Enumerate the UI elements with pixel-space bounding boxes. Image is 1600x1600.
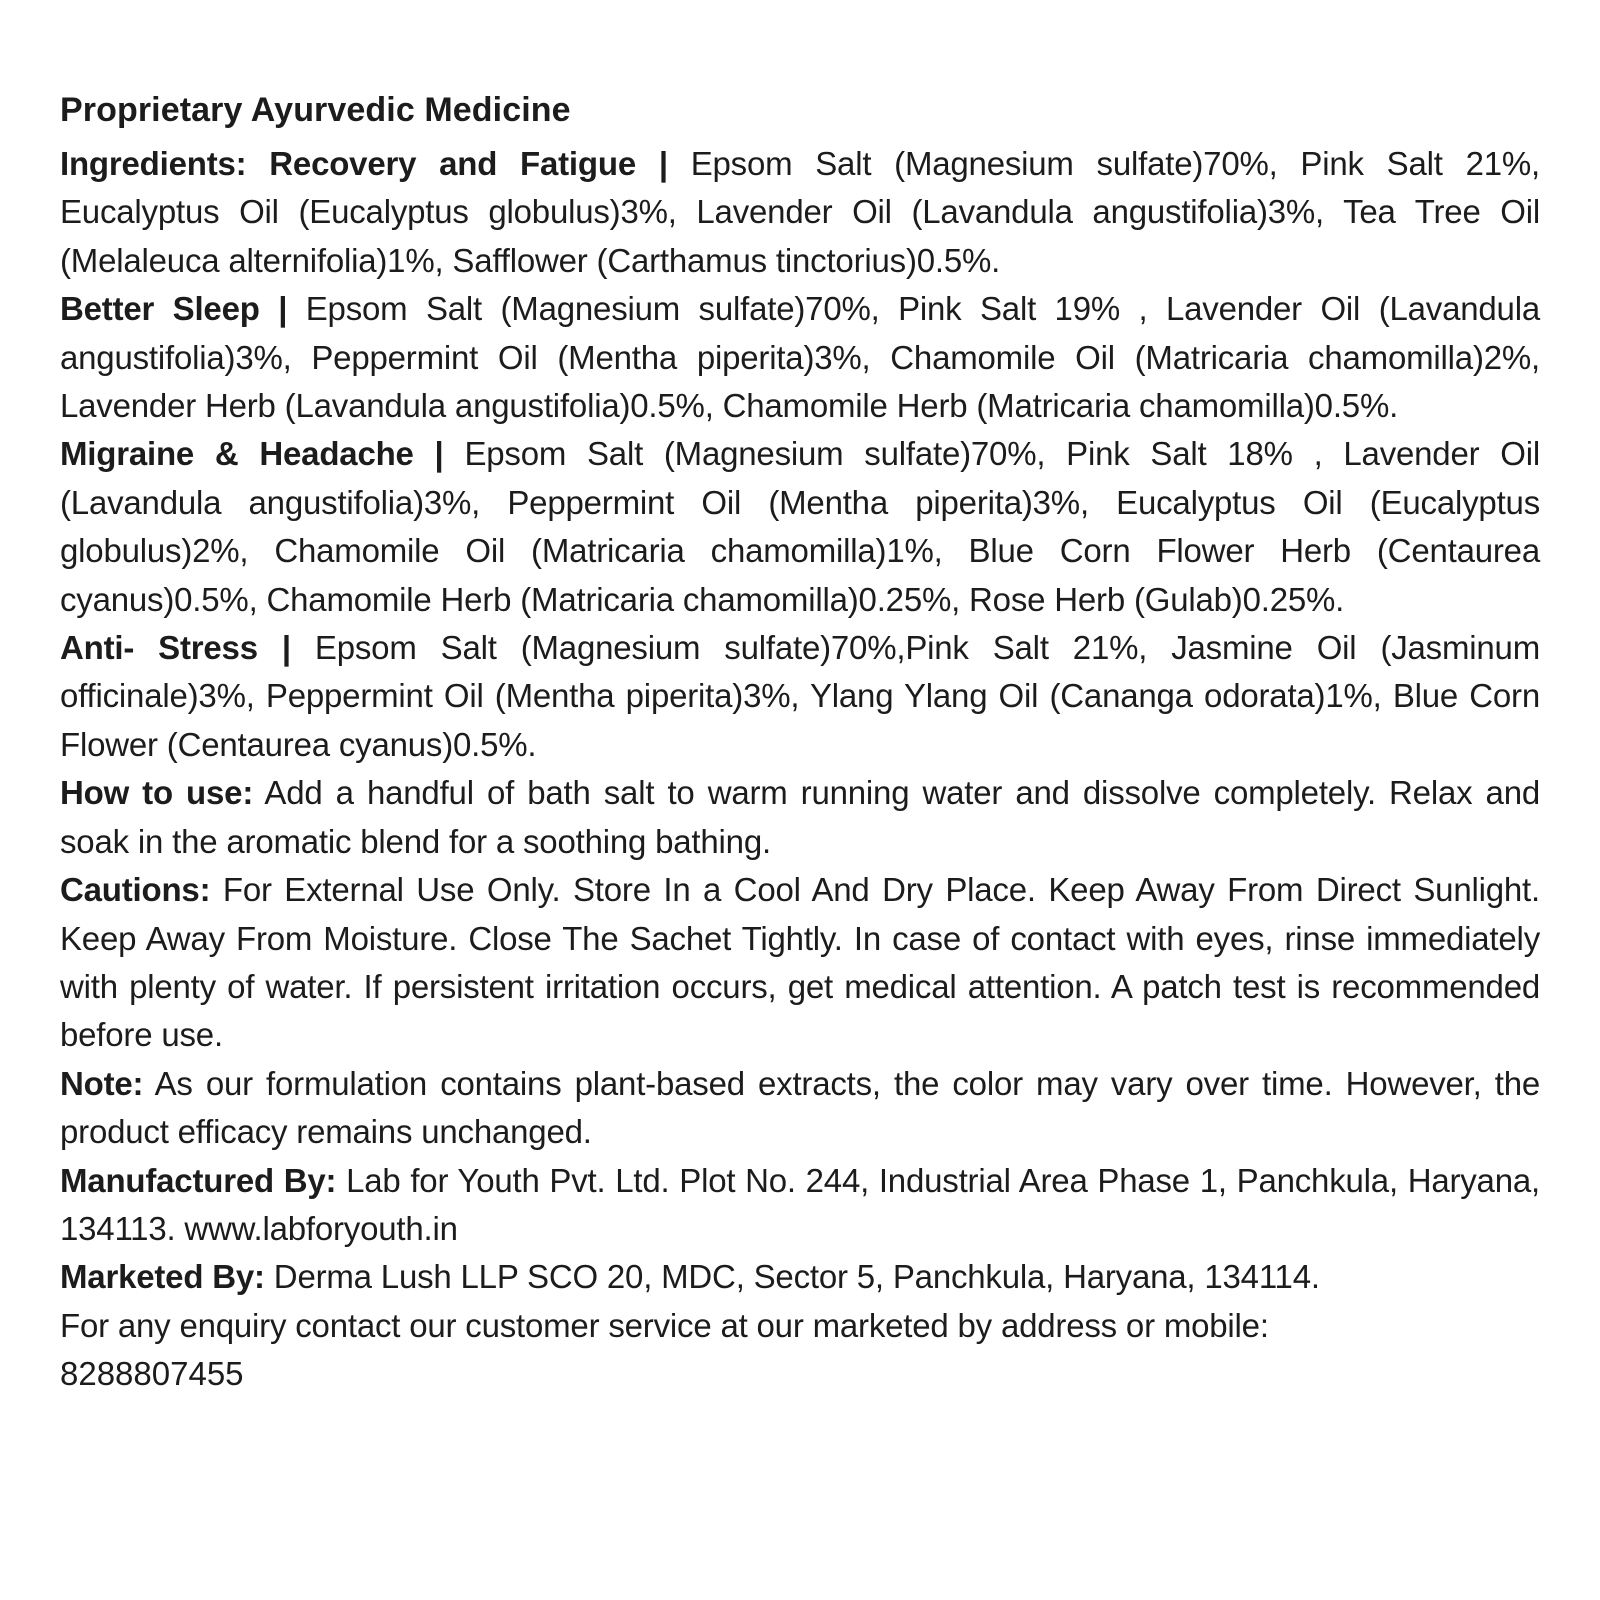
section-text: Epsom Salt (Magnesium sulfate)70%, Pink Salt 19% , Lavender Oil (Lavandula angustifolia)3%, Peppermint Oil (Mentha piperita)3%, Chamomile Oil (Matricaria chamomilla)2%, Lavender Herb (Lavandula angustifolia)0.5%, Chamomile Herb (Matricaria chamomilla)0.5%. [60, 290, 1540, 425]
section-separator: | [635, 145, 691, 182]
section-heading: Ingredients: Recovery and Fatigue [60, 145, 636, 182]
section-heading: Better Sleep [60, 290, 260, 328]
section-separator: | [259, 290, 306, 328]
section-heading: How to use: [60, 774, 254, 812]
section-separator: | [413, 435, 465, 473]
section-heading: Manufactured By: [60, 1161, 337, 1199]
section-heading: Cautions: [60, 871, 211, 909]
section-text: Epsom Salt (Magnesium sulfate)70%,Pink Salt 21%, Jasmine Oil (Jasminum officinale)3%, Peppermint Oil (Mentha piperita)3%, Ylang Ylang Oil (Cananga odorata)1%, Blue Corn Flower (Centaurea cyanus)0.5%. [60, 629, 1541, 763]
product-label-text [60, 86, 1540, 1399]
section-text: As our formulation contains plant-based extracts, the color may vary over time. However, the product efficacy remains unchanged. [60, 1064, 1540, 1151]
ingredients-better-sleep [60, 285, 1540, 430]
how-to-use [60, 769, 1540, 866]
enquiry-contact [60, 1302, 1540, 1350]
section-text: Epsom Salt (Magnesium sulfate)70%, Pink Salt 21%, Eucalyptus Oil (Eucalyptus globulus)3%, Lavender Oil (Lavandula angustifolia)3%, Tea Tree Oil (Melaleuca alternifolia)1%, Safflower (Carthamus tinctorius)0.5%. [60, 145, 1540, 279]
note [60, 1060, 1540, 1157]
section-text: Derma Lush LLP SCO 20, MDC, Sector 5, Panchkula, Haryana, 134114. [264, 1258, 1320, 1296]
ingredients-migraine-headache [60, 430, 1540, 624]
enquiry-phone: 8288807455 [60, 1355, 244, 1393]
ingredients-recovery-fatigue [60, 140, 1540, 285]
section-text: Epsom Salt (Magnesium sulfate)70%, Pink Salt 18% , Lavender Oil (Lavandula angustifolia)3%, Peppermint Oil (Mentha piperita)3%, Eucalyptus Oil (Eucalyptus globulus)2%, Chamomile Oil (Matricaria chamomilla)1%, Blue Corn Flower Herb (Centaurea cyanus)0.5%, Chamomile Herb (Matricaria chamomilla)0.25%, Rose Herb (Gulab)0.25%. [60, 435, 1540, 618]
page-title: Proprietary Ayurvedic Medicine [60, 91, 571, 129]
section-text: Lab for Youth Pvt. Ltd. Plot No. 244, Industrial Area Phase 1, Panchkula, Haryana, 134113. www.labforyouth.in [60, 1161, 1540, 1247]
marketed-by [60, 1253, 1540, 1301]
enquiry-text: For any enquiry contact our customer service at our marketed by address or mobile: [60, 1306, 1269, 1344]
section-heading: Migraine & Headache [60, 435, 414, 473]
section-text: For External Use Only. Store In a Cool And Dry Place. Keep Away From Direct Sunlight. Keep Away From Moisture. Close The Sachet Tightly. In case of contact with eyes, rinse immediately with plenty of water. If persistent irritation occurs, get medical attention. A patch test is recommended before use. [60, 871, 1540, 1054]
section-heading: Anti- Stress [60, 629, 258, 667]
manufactured-by [60, 1157, 1540, 1254]
section-heading: Marketed By: [60, 1258, 265, 1296]
ingredients-anti-stress [60, 624, 1540, 769]
section-separator: | [257, 629, 315, 667]
cautions [60, 866, 1540, 1060]
section-heading: Note: [60, 1064, 144, 1102]
section-text: Add a handful of bath salt to warm running water and dissolve completely. Relax and soak in the aromatic blend for a soothing bathing. [60, 774, 1540, 860]
